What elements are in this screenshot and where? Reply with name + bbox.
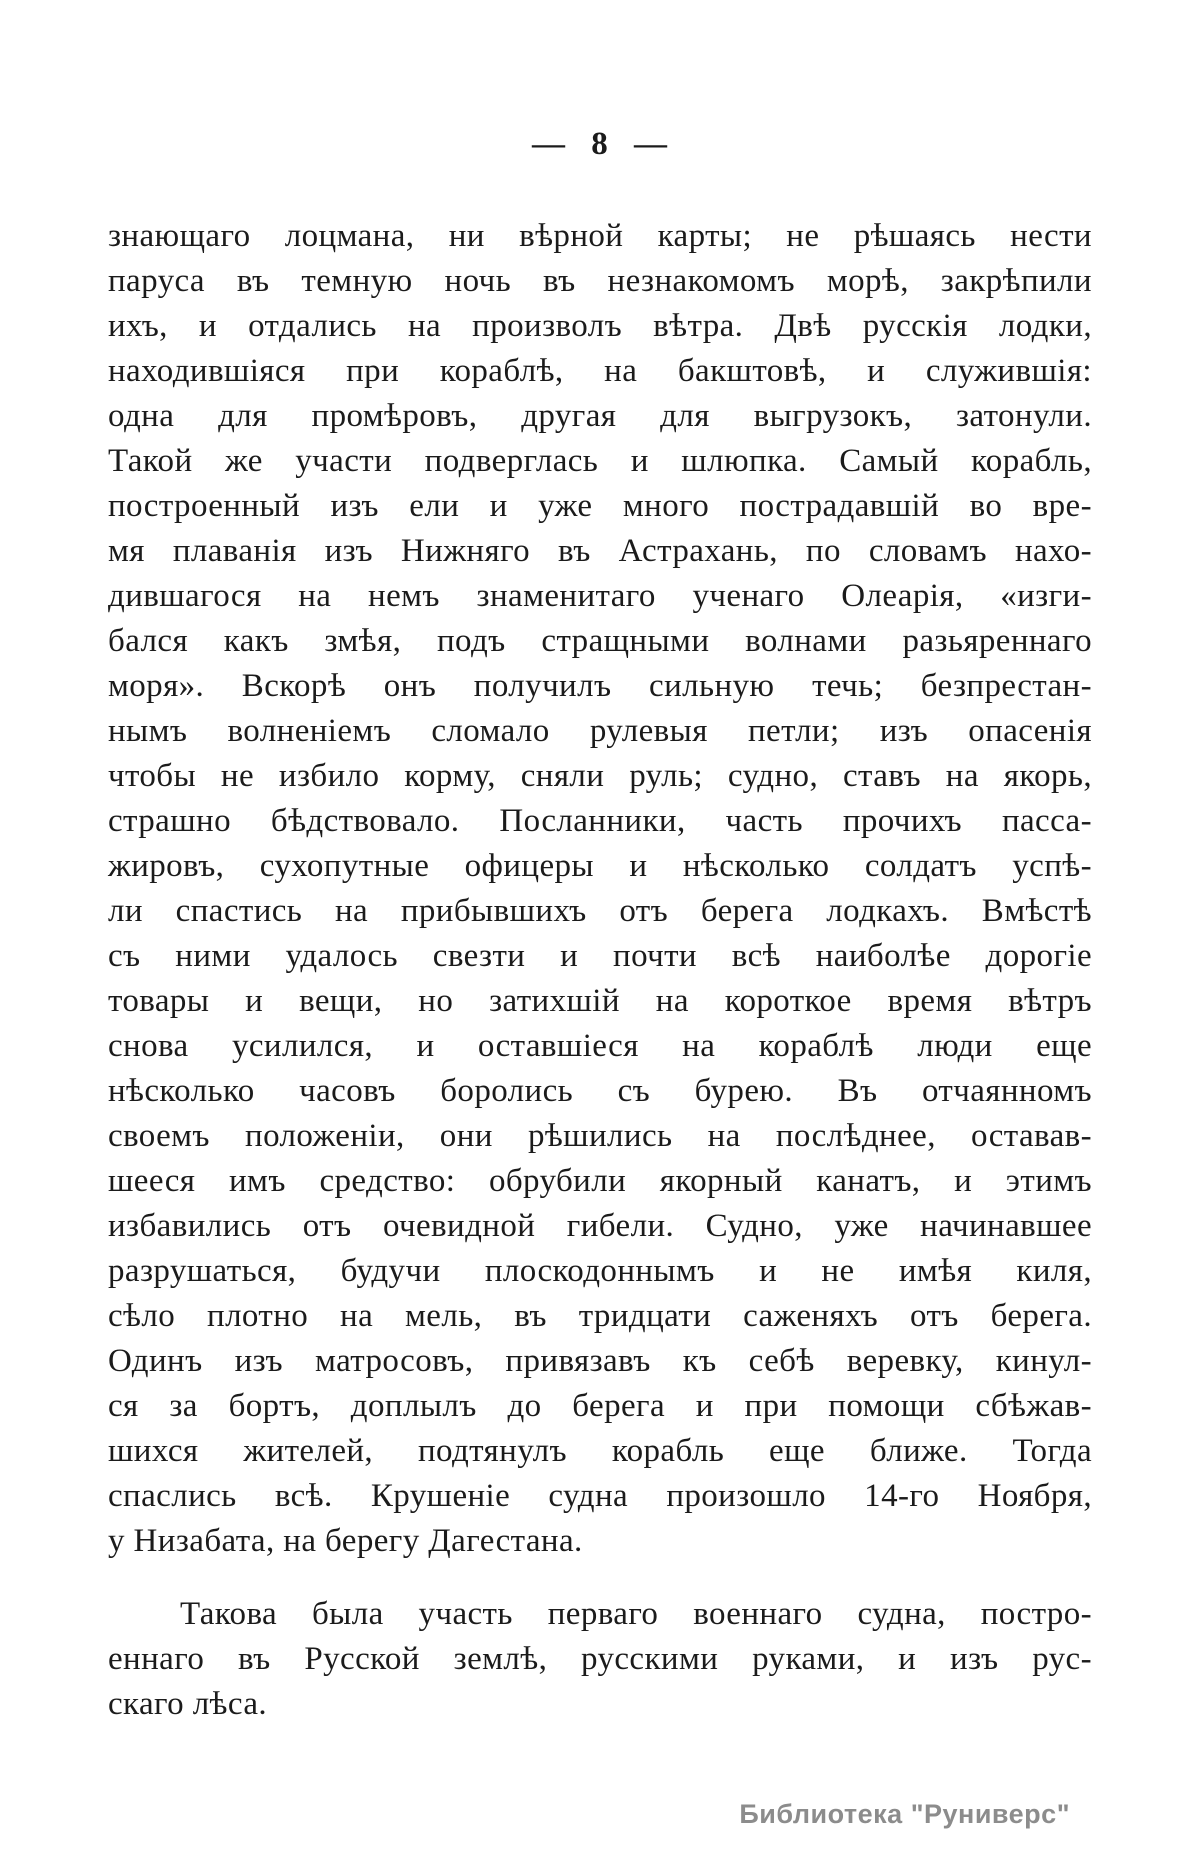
paragraph-1 xyxy=(108,214,1092,1564)
page-number: — 8 — xyxy=(532,126,668,162)
text-line: построенный изъ ели и уже много пострадавшій во вре- xyxy=(108,488,1092,524)
text-line: паруса въ темную ночь въ незнакомомъ морѣ, закрѣпили xyxy=(108,263,1092,299)
text-line: съ ними удалось свезти и почти всѣ наиболѣе дорогіе xyxy=(108,938,1092,974)
text-line: у Низабата, на берегу Дагестана. xyxy=(108,1523,583,1559)
text-block xyxy=(108,214,1092,1727)
text-line: снова усилился, и оставшіеся на кораблѣ люди еще xyxy=(108,1028,1092,1064)
text-line: избавились отъ очевидной гибели. Судно, уже начинавшее xyxy=(108,1208,1092,1244)
text-line: знающаго лоцмана, ни вѣрной карты; не рѣшаясь нести xyxy=(108,218,1092,254)
text-line: спаслись всѣ. Крушеніе судна произошло 14-го Ноября, xyxy=(108,1478,1092,1514)
text-line: ли спастись на прибывшихъ отъ берега лодкахъ. Вмѣстѣ xyxy=(108,893,1092,929)
text-line: дившагося на немъ знаменитаго ученаго Олеарія, «изги- xyxy=(108,578,1092,614)
text-line: разрушаться, будучи плоскодоннымъ и не имѣя киля, xyxy=(108,1253,1092,1289)
text-line: чтобы не избило корму, сняли руль; судно, ставъ на якорь, xyxy=(108,758,1092,794)
library-watermark: Библиотека "Руниверс" xyxy=(739,1799,1070,1829)
text-line: сѣло плотно на мель, въ тридцати саженяхъ отъ берега. xyxy=(108,1298,1092,1334)
text-line: своемъ положеніи, они рѣшились на послѣднее, оставав- xyxy=(108,1118,1092,1154)
text-line: страшно бѣдствовало. Посланники, часть прочихъ пасса- xyxy=(108,803,1092,839)
text-line: нѣсколько часовъ боролись съ бурею. Въ отчаянномъ xyxy=(108,1073,1092,1109)
text-line: ихъ, и отдались на произволъ вѣтра. Двѣ русскія лодки, xyxy=(108,308,1092,344)
text-line: ся за бортъ, доплылъ до берега и при помощи сбѣжав- xyxy=(108,1388,1092,1424)
paragraph-2 xyxy=(108,1592,1092,1727)
text-line: бался какъ змѣя, подъ стращными волнами разьяреннаго xyxy=(108,623,1092,659)
text-line: Такова была участь перваго военнаго судна, постро- xyxy=(180,1596,1092,1632)
text-line: находившіяся при кораблѣ, на бакштовѣ, и служившія: xyxy=(108,353,1092,389)
text-line: жировъ, сухопутные офицеры и нѣсколько солдатъ успѣ- xyxy=(108,848,1092,884)
text-line: товары и вещи, но затихшій на короткое время вѣтръ xyxy=(108,983,1092,1019)
text-line: нымъ волненіемъ сломало рулевыя петли; изъ опасенія xyxy=(108,713,1092,749)
text-line: одна для промѣровъ, другая для выгрузокъ, затонули. xyxy=(108,398,1092,434)
text-line: Одинъ изъ матросовъ, привязавъ къ себѣ веревку, кинул- xyxy=(108,1343,1092,1379)
text-line: еннаго въ Русской землѣ, русскими руками, и изъ рус- xyxy=(108,1641,1092,1677)
text-line: Такой же участи подверглась и шлюпка. Самый корабль, xyxy=(108,443,1092,479)
text-line: моря». Вскорѣ онъ получилъ сильную течь; безпрестан- xyxy=(108,668,1092,704)
text-line: шихся жителей, подтянулъ корабль еще ближе. Тогда xyxy=(108,1433,1092,1469)
text-line: мя плаванія изъ Нижняго въ Астрахань, по словамъ нахо- xyxy=(108,533,1092,569)
text-line: шееся имъ средство: обрубили якорный канатъ, и этимъ xyxy=(108,1163,1092,1199)
text-line: скаго лѣса. xyxy=(108,1686,268,1722)
